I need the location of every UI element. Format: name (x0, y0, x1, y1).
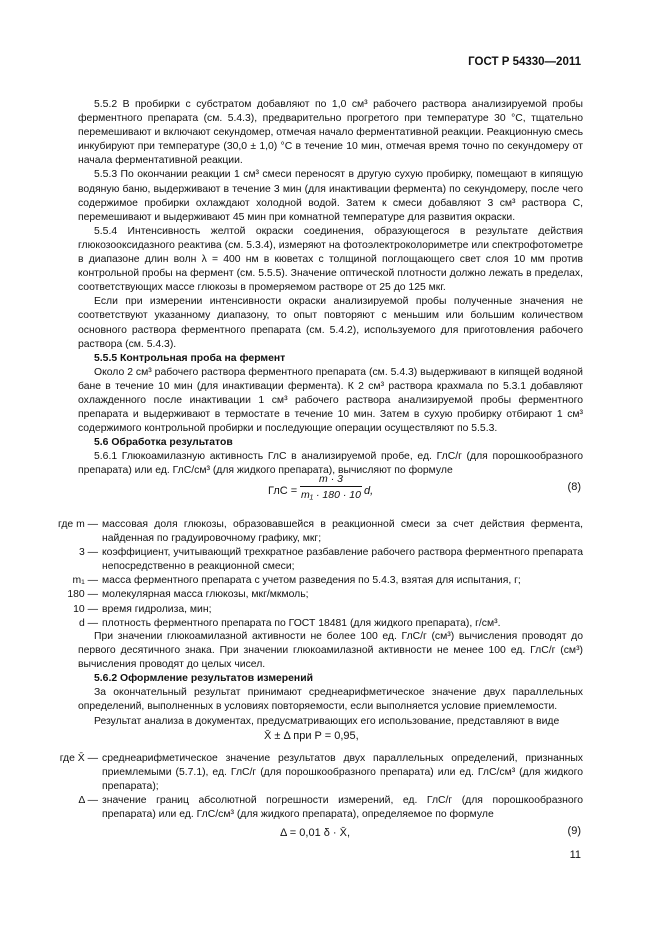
formula-8-lhs: ГлС = (268, 485, 298, 497)
formula-8-number: (8) (567, 481, 581, 493)
definition-item: 10 — время гидролиза, мин; (73, 603, 212, 615)
formula-8-suffix: d, (364, 485, 374, 497)
result-definitions (44, 752, 583, 822)
definition-item: где X̄ — среднеарифметическое значение результатов двух параллельных определений, признанных приемлемыми (5.7.1), ед. ГлС/г (для порошкообразного препарата) или ед. ГлС/см³ (для жидкого препарата); (59, 753, 583, 793)
paragraph-range-note: Если при измерении интенсивности окраски анализируемой пробы полученные значения не соответствуют указанному диапазону, то опыт повторяют с меньшим или большим количеством основного раствора ферментного препарата (см. 5.4.2), используемого для приготовления рабочего раствора (см. 5.4.3). (78, 296, 583, 350)
formula-8-numerator: m · 3 (300, 473, 362, 487)
formula-8-denominator: m₁ · 180 · 10 (301, 489, 361, 501)
formula-9: Δ = 0,01 δ · X̄, (280, 827, 351, 839)
paragraph-5-5-5: Около 2 см³ рабочего раствора ферментного препарата (см. 5.4.3) выдерживают в кипящей водяной бане в течение 10 мин (для инактивации фермента). К 2 см³ раствора крахмала по 5.3.1 добавляют охлажденного после инактивации 1 см³ рабочего раствора анализируемой пробы ферментного препарата и выдерживают в термостате в течение 10 мин. Затем в сухую пробирку отбирают 1 см³ содержимого контрольной пробирки и последующие операции осуществляют по 5.5.3. (78, 366, 583, 435)
paragraph-5-6-1: 5.6.1 Глюкоамилазную активность ГлС в анализируемой пробе, ед. ГлС/г (для порошкообразного препарата) или ед. ГлС/см³ (для жидкого препарата), вычисляют по формуле (78, 451, 583, 477)
middle-text-block (78, 630, 583, 729)
paragraph-5-5-2: 5.5.2 В пробирки с субстратом добавляют по 1,0 см³ рабочего раствора анализируемой пробы ферментного препарата (см. 5.4.3), предварительно прогретого при температуре 30 °С, тщательно перемешивают и включают секундомер, отмечая начало ферментативной реакции. Реакционную смесь инкубируют при температуре (30,0 ± 1,0) °С в течение 10 мин, отмечая время точно по секундомеру от начала ферментативной реакции. (78, 99, 583, 167)
heading-5-6: 5.6 Обработка результатов (94, 437, 233, 449)
formula-8-fraction (300, 473, 362, 501)
paragraph-5-5-4: 5.5.4 Интенсивность желтой окраски соединения, образующегося в результате действия глюкозооксидазного реактива (см. 5.3.4), измеряют на фотоэлектроколориметре или спектрофотометре в диапазоне длин волн λ = 400 нм в кюветах с толщиной поглощающего свет слоя 10 мм против контрольной пробы на фермент (см. 5.5.5). Значение оптической плотности должно лежать в пределах, соответствующих массе глюкозы в промеряемом растворе от 25 до 125 мкг. (78, 225, 583, 294)
paragraph-5-6-2-b: Результат анализа в документах, предусматривающих его использование, представляют в виде (94, 715, 560, 727)
definition-item: где m — массовая доля глюкозы, образовавшейся в реакционной смеси за счет действия фермента, найденная по градуировочному графику, мкг; (58, 519, 583, 545)
paragraph-5-5-3: 5.5.3 По окончании реакции 1 см³ смеси переносят в другую сухую пробирку, помещают в кипящую водяную баню, выдерживают в течение 3 мин (для инактивации фермента) по секундомеру, после чего содержимое пробирки охлаждают холодной водой. Затем к смеси добавляют 3 см³ раствора С, перемешивают и выдерживают 45 мин при комнатной температуре для развития окраски. (78, 169, 583, 223)
top-text-block (78, 98, 583, 479)
definition-item: m₁ — масса ферментного препарата с учетом разведения по 5.4.3, взятая для испытания, г; (72, 575, 521, 587)
heading-5-6-2: 5.6.2 Оформление результатов измерений (94, 673, 313, 685)
page-number: 11 (569, 849, 581, 861)
formula-9-number: (9) (567, 825, 581, 837)
paragraph-precision: При значении глюкоамилазной активности не более 100 ед. ГлС/г (см³) вычисления проводят до первого десятичного знака. При значении глюкоамилазной активности не менее 100 ед. ГлС/г (см³) вычисления проводят до целых чисел. (78, 631, 583, 671)
definition-item: 3 — коэффициент, учитывающий трехкратное разбавление рабочего раствора ферментного препарата непосредственно в реакционной смеси; (78, 547, 583, 573)
formula-8-definitions (44, 518, 583, 631)
definition-item: 180 — молекулярная масса глюкозы, мкг/мкмоль; (67, 589, 309, 601)
standard-header: ГОСТ Р 54330—2011 (468, 56, 581, 68)
heading-5-5-5: 5.5.5 Контрольная проба на фермент (94, 352, 286, 364)
paragraph-5-6-2-a: За окончательный результат принимают среднеарифметическое значение двух параллельных определений, выполненных в условиях повторяемости, если выполняется условие приемлемости. (78, 687, 583, 713)
definition-item: Δ — значение границ абсолютной погрешности измерений, ед. ГлС/г (для порошкообразного препарата) или ед. ГлС/см³ (для жидкого препарата), определяемое по формуле (78, 795, 583, 821)
definition-item: d — плотность ферментного препарата по ГОСТ 18481 (для жидкого препарата), г/см³. (78, 617, 501, 629)
result-formula: X̄ ± Δ при P = 0,95, (264, 730, 359, 742)
